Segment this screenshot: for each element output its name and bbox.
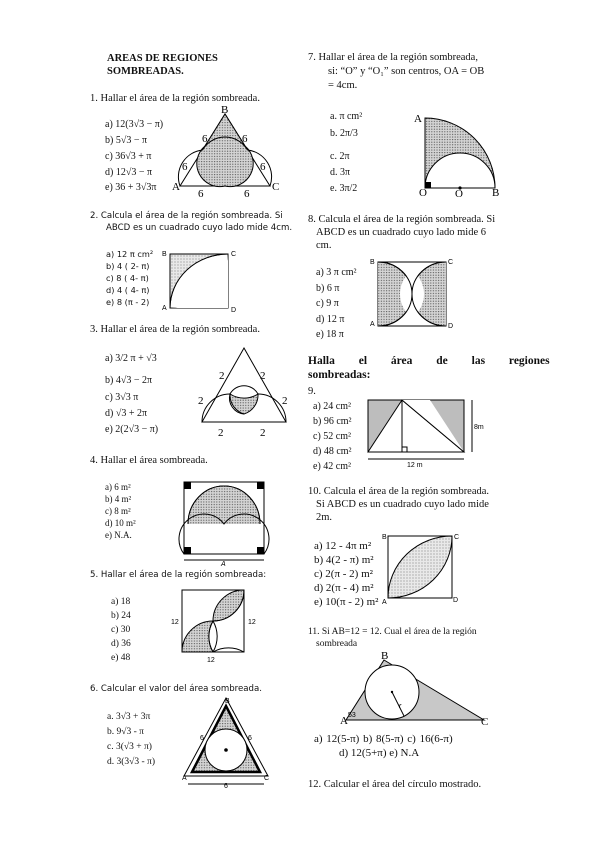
svg-text:12: 12	[207, 657, 215, 664]
title-line-2: SOMBREADAS.	[107, 66, 184, 77]
q2-label-d: D	[231, 307, 237, 314]
q5-figure	[170, 588, 262, 666]
q8-label-c: C	[448, 259, 454, 266]
q2-label-b: B	[162, 251, 167, 258]
q11-label-r: r	[399, 703, 402, 710]
svg-text:6: 6	[198, 188, 204, 200]
q11-line-1: 11. Si AB=12 = 12. Cual el área de la región	[308, 627, 477, 637]
q4-figure	[182, 480, 268, 566]
q1-option-e[interactable]: e) 36 + 3√3π	[105, 182, 157, 193]
section-heading-line-2: sombreadas:	[308, 369, 371, 381]
q9-label-height: 8m	[474, 424, 484, 431]
svg-text:6: 6	[248, 735, 252, 742]
q2-option-c[interactable]: c) 8 ( 4- π)	[106, 273, 149, 283]
q7-option-c[interactable]: c. 2π	[330, 151, 350, 162]
svg-text:6: 6	[202, 133, 208, 145]
q3-option-e[interactable]: e) 2(2√3 − π)	[105, 424, 159, 435]
q5-option-a[interactable]: a) 18	[111, 597, 131, 607]
q4-option-c[interactable]: c) 8 m²	[105, 506, 131, 516]
q8-figure	[370, 256, 456, 332]
svg-text:2: 2	[260, 427, 266, 439]
q10-figure	[382, 532, 462, 606]
q2-line-2: ABCD es un cuadrado cuyo lado mide 4cm.	[106, 223, 293, 233]
svg-text:2: 2	[260, 370, 266, 382]
q11-line-2: sombreada	[316, 639, 358, 649]
q9-label-width: 12 m	[407, 462, 423, 469]
q2-label-a: A	[162, 305, 167, 312]
svg-text:12: 12	[248, 619, 256, 626]
q6-text: 6. Calcular el valor del área sombreada.	[90, 684, 263, 694]
q7-label-a: A	[414, 113, 422, 125]
q7-option-d[interactable]: d. 3π	[330, 167, 351, 178]
q12-text: 12. Calcular el área del círculo mostrado.	[308, 779, 482, 790]
q9-option-b[interactable]: b) 96 cm²	[313, 416, 352, 427]
q1-figure	[172, 106, 282, 198]
q7-label-o1: O	[455, 188, 463, 200]
q8-label-d: D	[448, 323, 454, 330]
q1-option-a[interactable]: a) 12(3√3 − π)	[105, 119, 164, 130]
q8-line-2: ABCD es un cuadrado cuyo lado mide 6	[316, 227, 487, 238]
q6-option-d[interactable]: d. 3(3√3 - π)	[107, 757, 156, 767]
q11-options-line-2[interactable]: d) 12(5+π) e) N.A	[339, 747, 420, 759]
svg-text:2: 2	[218, 427, 224, 439]
q4-text: 4. Hallar el área sombreada.	[90, 455, 208, 466]
q10-line-3: 2m.	[316, 512, 333, 523]
q10-option-c[interactable]: c) 2(π - 2) m²	[314, 568, 373, 580]
q11-label-angle: 53	[348, 712, 356, 719]
q11-label-c: C	[481, 716, 489, 728]
q6-figure	[180, 694, 272, 790]
q8-option-a[interactable]: a) 3 π cm²	[316, 267, 357, 278]
q8-label-b: B	[370, 259, 375, 266]
q7-line-2: si: “O” y “O₁” son centros, OA = OB	[328, 66, 485, 77]
q8-line-1: 8. Calcula el área de la región sombreada. Si	[308, 214, 496, 225]
q2-option-d[interactable]: d) 4 ( 4- π)	[106, 285, 150, 295]
svg-text:6: 6	[242, 133, 248, 145]
q5-option-c[interactable]: c) 30	[111, 625, 131, 635]
q8-label-a: A	[370, 321, 375, 328]
q1-option-b[interactable]: b) 5√3 − π	[105, 135, 148, 146]
q7-line-1: 7. Hallar el área de la región sombreada,	[308, 52, 478, 63]
section-heading-line-1: Halla el área de las regiones	[308, 355, 550, 367]
q3-option-d[interactable]: d) √3 + 2π	[105, 408, 148, 419]
q1-label-b: B	[221, 104, 229, 116]
q10-label-a: A	[382, 599, 387, 606]
q1-label-c: C	[272, 181, 280, 193]
q3-option-b[interactable]: b) 4√3 − 2π	[105, 375, 153, 386]
q5-option-e[interactable]: e) 48	[111, 653, 131, 663]
q6-label-a: A	[182, 775, 187, 782]
q2-label-c: C	[231, 251, 237, 258]
q1-label-a: A	[172, 181, 180, 193]
q7-label-b: B	[492, 187, 500, 199]
q9-option-a[interactable]: a) 24 cm²	[313, 401, 351, 412]
q4-label-a: A	[221, 561, 226, 568]
q4-option-a[interactable]: a) 6 m²	[105, 482, 131, 492]
q3-text: 3. Hallar el área de la región sombreada.	[90, 324, 260, 335]
q5-option-b[interactable]: b) 24	[111, 611, 131, 621]
q11-label-b: B	[381, 650, 389, 662]
q6-label-c: C	[264, 775, 270, 782]
q7-option-b[interactable]: b. 2π/3	[330, 128, 358, 139]
q11-figure	[338, 650, 494, 726]
q3-figure	[198, 342, 290, 439]
svg-text:12: 12	[171, 619, 179, 626]
q1-text: 1. Hallar el área de la región sombreada.	[90, 93, 260, 104]
svg-text:6: 6	[260, 161, 266, 173]
q4-option-e[interactable]: e) N.A.	[105, 530, 132, 540]
svg-text:2: 2	[282, 395, 288, 407]
q4-option-d[interactable]: d) 10 m²	[105, 518, 136, 528]
q10-option-b[interactable]: b) 4(2 - π) m²	[314, 554, 374, 566]
q3-option-a[interactable]: a) 3/2 π + √3	[105, 353, 157, 364]
q8-line-3: cm.	[316, 240, 332, 251]
q9-figure	[366, 396, 490, 470]
q5-option-d[interactable]: d) 36	[111, 639, 131, 649]
q11-options-line-1[interactable]: a) 12(5-π) b) 8(5-π) c) 16(6-π)	[314, 733, 453, 745]
svg-text:2: 2	[198, 395, 204, 407]
q8-option-e[interactable]: e) 18 π	[316, 329, 344, 340]
q9-option-d[interactable]: d) 48 cm²	[313, 446, 352, 457]
q10-option-a[interactable]: a) 12 - 4π m²	[314, 540, 372, 552]
q2-line-1: 2. Calcula el área de la región sombreada. Si	[90, 211, 283, 221]
q5-text: 5. Hallar el área de la región sombreada:	[90, 570, 267, 580]
q7-figure	[410, 110, 510, 200]
q6-option-a[interactable]: a. 3√3 + 3π	[107, 712, 151, 722]
svg-text:6: 6	[182, 161, 188, 173]
q2-option-b[interactable]: b) 4 ( 2- π)	[106, 261, 150, 271]
q7-label-o: O	[419, 187, 427, 199]
q6-option-c[interactable]: c. 3(√3 + π)	[107, 742, 152, 752]
q10-option-e[interactable]: e) 10(π - 2) m²	[314, 596, 379, 608]
q2-option-a[interactable]: a) 12 π cm²	[106, 249, 154, 259]
q9-option-e[interactable]: e) 42 cm²	[313, 461, 351, 472]
svg-text:2: 2	[219, 370, 225, 382]
q10-label-b: B	[382, 534, 387, 541]
q7-option-e[interactable]: e. 3π/2	[330, 183, 358, 194]
q10-label-c: C	[454, 534, 460, 541]
title-line-1: AREAS DE REGIONES	[107, 53, 218, 64]
q6-option-b[interactable]: b. 9√3 - π	[107, 727, 144, 737]
svg-text:6: 6	[200, 735, 204, 742]
svg-text:6: 6	[244, 188, 250, 200]
q1-option-c[interactable]: c) 36√3 + π	[105, 151, 152, 162]
q3-option-c[interactable]: c) 3√3 π	[105, 392, 139, 403]
q10-line-2: Si ABCD es un cuadrado cuyo lado mide	[316, 499, 489, 510]
q7-option-a[interactable]: a. π cm²	[330, 111, 363, 122]
q10-line-1: 10. Calcula el área de la región sombreada.	[308, 486, 490, 497]
q10-label-d: D	[453, 597, 459, 604]
q11-label-a: A	[340, 715, 348, 727]
q4-option-b[interactable]: b) 4 m²	[105, 494, 132, 504]
q8-option-c[interactable]: c) 9 π	[316, 298, 339, 309]
q10-option-d[interactable]: d) 2(π - 4) m²	[314, 582, 374, 594]
q8-option-b[interactable]: b) 6 π	[316, 283, 340, 294]
q9-number: 9.	[308, 386, 316, 397]
q6-label-b: B	[225, 698, 230, 705]
q2-figure	[162, 248, 242, 316]
q2-option-e[interactable]: e) 8 (π - 2)	[106, 297, 150, 307]
q9-option-c[interactable]: c) 52 cm²	[313, 431, 351, 442]
q7-line-3: = 4cm.	[328, 80, 358, 91]
q8-option-d[interactable]: d) 12 π	[316, 314, 345, 325]
q1-option-d[interactable]: d) 12√3 − π	[105, 167, 153, 178]
svg-text:6: 6	[224, 783, 228, 790]
